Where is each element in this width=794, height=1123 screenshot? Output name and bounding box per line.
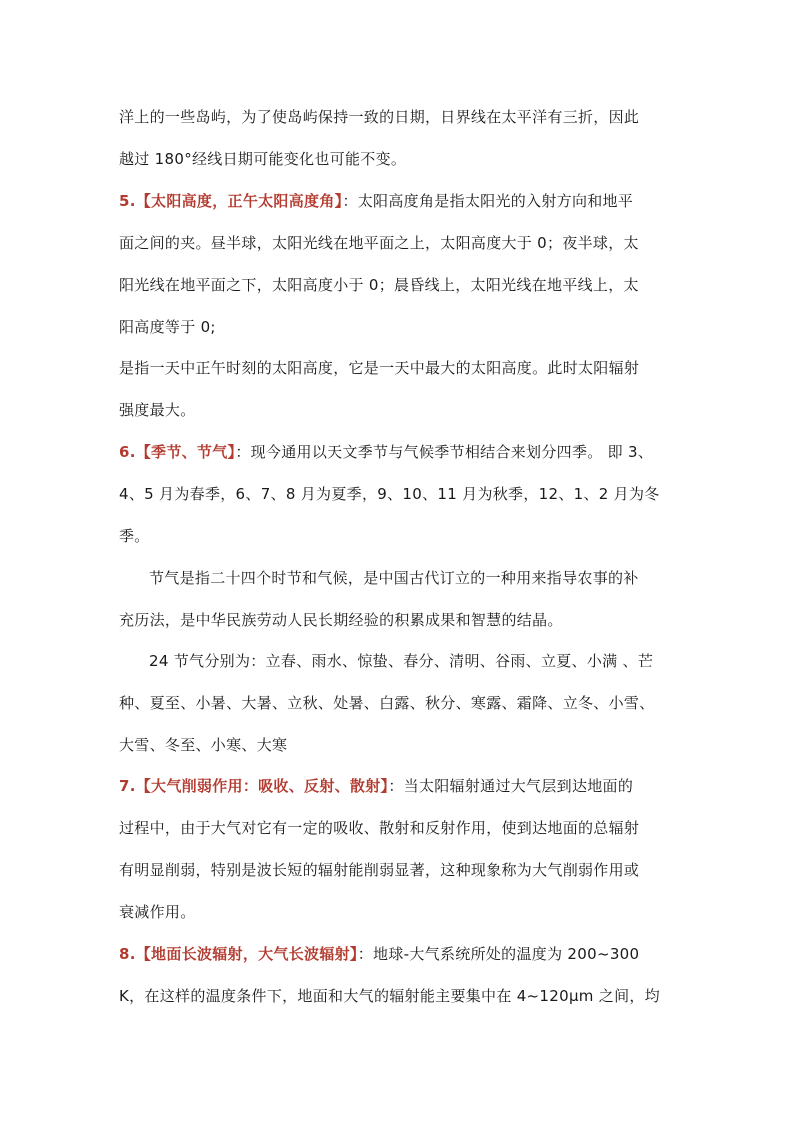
section-5-line: 5.【太阳高度，正午太阳高度角】：太阳高度角是指太阳光的入射方向和地平 xyxy=(119,192,634,210)
section-heading: 5.【太阳高度，正午太阳高度角】 xyxy=(119,192,343,210)
body-line: 衰减作用。 xyxy=(119,903,196,921)
body-line: 季。 xyxy=(119,527,150,545)
section-heading: 7.【大气削弱作用：吸收、反射、散射】 xyxy=(119,777,389,795)
body-line: 种、夏至、小暑、大暑、立秋、处暑、白露、秋分、寒露、霜降、立冬、小雪、 xyxy=(119,694,655,712)
body-line: 24 节气分别为：立春、雨水、惊蛰、春分、清明、谷雨、立夏、小满 、芒 xyxy=(149,652,654,670)
body-line: 有明显削弱，特别是波长短的辐射能削弱显著，这种现象称为大气削弱作用或 xyxy=(119,861,640,879)
body-line: 阳光线在地平面之下，太阳高度小于 0；晨昏线上，太阳光线在地平线上，太 xyxy=(119,276,639,294)
body-line: 是指一天中正午时刻的太阳高度，它是一天中最大的太阳高度。此时太阳辐射 xyxy=(119,359,640,377)
body-line: 越过 180°经线日期可能变化也可能不变。 xyxy=(119,150,407,168)
body-line: 面之间的夹。昼半球，太阳光线在地平面之上，太阳高度大于 0；夜半球，太 xyxy=(119,234,639,252)
section-heading: 6.【季节、节气】 xyxy=(119,443,236,461)
section-8-line: 8.【地面长波辐射，大气长波辐射】：地球-大气系统所处的温度为 200~300 xyxy=(119,945,640,963)
body-line: 强度最大。 xyxy=(119,401,196,419)
body-line: 充历法，是中华民族劳动人民长期经验的积累成果和智慧的结晶。 xyxy=(119,611,563,629)
body-line: 节气是指二十四个时节和气候，是中国古代订立的一种用来指导农事的补 xyxy=(149,569,639,587)
body-line: K，在这样的温度条件下，地面和大气的辐射能主要集中在 4~120μm 之间，均 xyxy=(119,987,660,1005)
section-7-line: 7.【大气削弱作用：吸收、反射、散射】：当太阳辐射通过大气层到达地面的 xyxy=(119,777,634,795)
body-line: 大雪、冬至、小寒、大寒 xyxy=(119,736,288,754)
body-line: 阳高度等于 0; xyxy=(119,318,216,336)
body-line: 4、5 月为春季，6、7、8 月为夏季，9、10、11 月为秋季，12、1、2 月为冬 xyxy=(119,485,660,503)
section-6-line: 6.【季节、节气】：现今通用以天文季节与气候季节相结合来划分四季。 即 3、 xyxy=(119,443,654,461)
section-heading: 8.【地面长波辐射，大气长波辐射】 xyxy=(119,945,358,963)
body-line: 过程中，由于大气对它有一定的吸收、散射和反射作用，使到达地面的总辐射 xyxy=(119,819,640,837)
body-line: 洋上的一些岛屿，为了使岛屿保持一致的日期，日界线在太平洋有三折，因此 xyxy=(119,108,640,126)
